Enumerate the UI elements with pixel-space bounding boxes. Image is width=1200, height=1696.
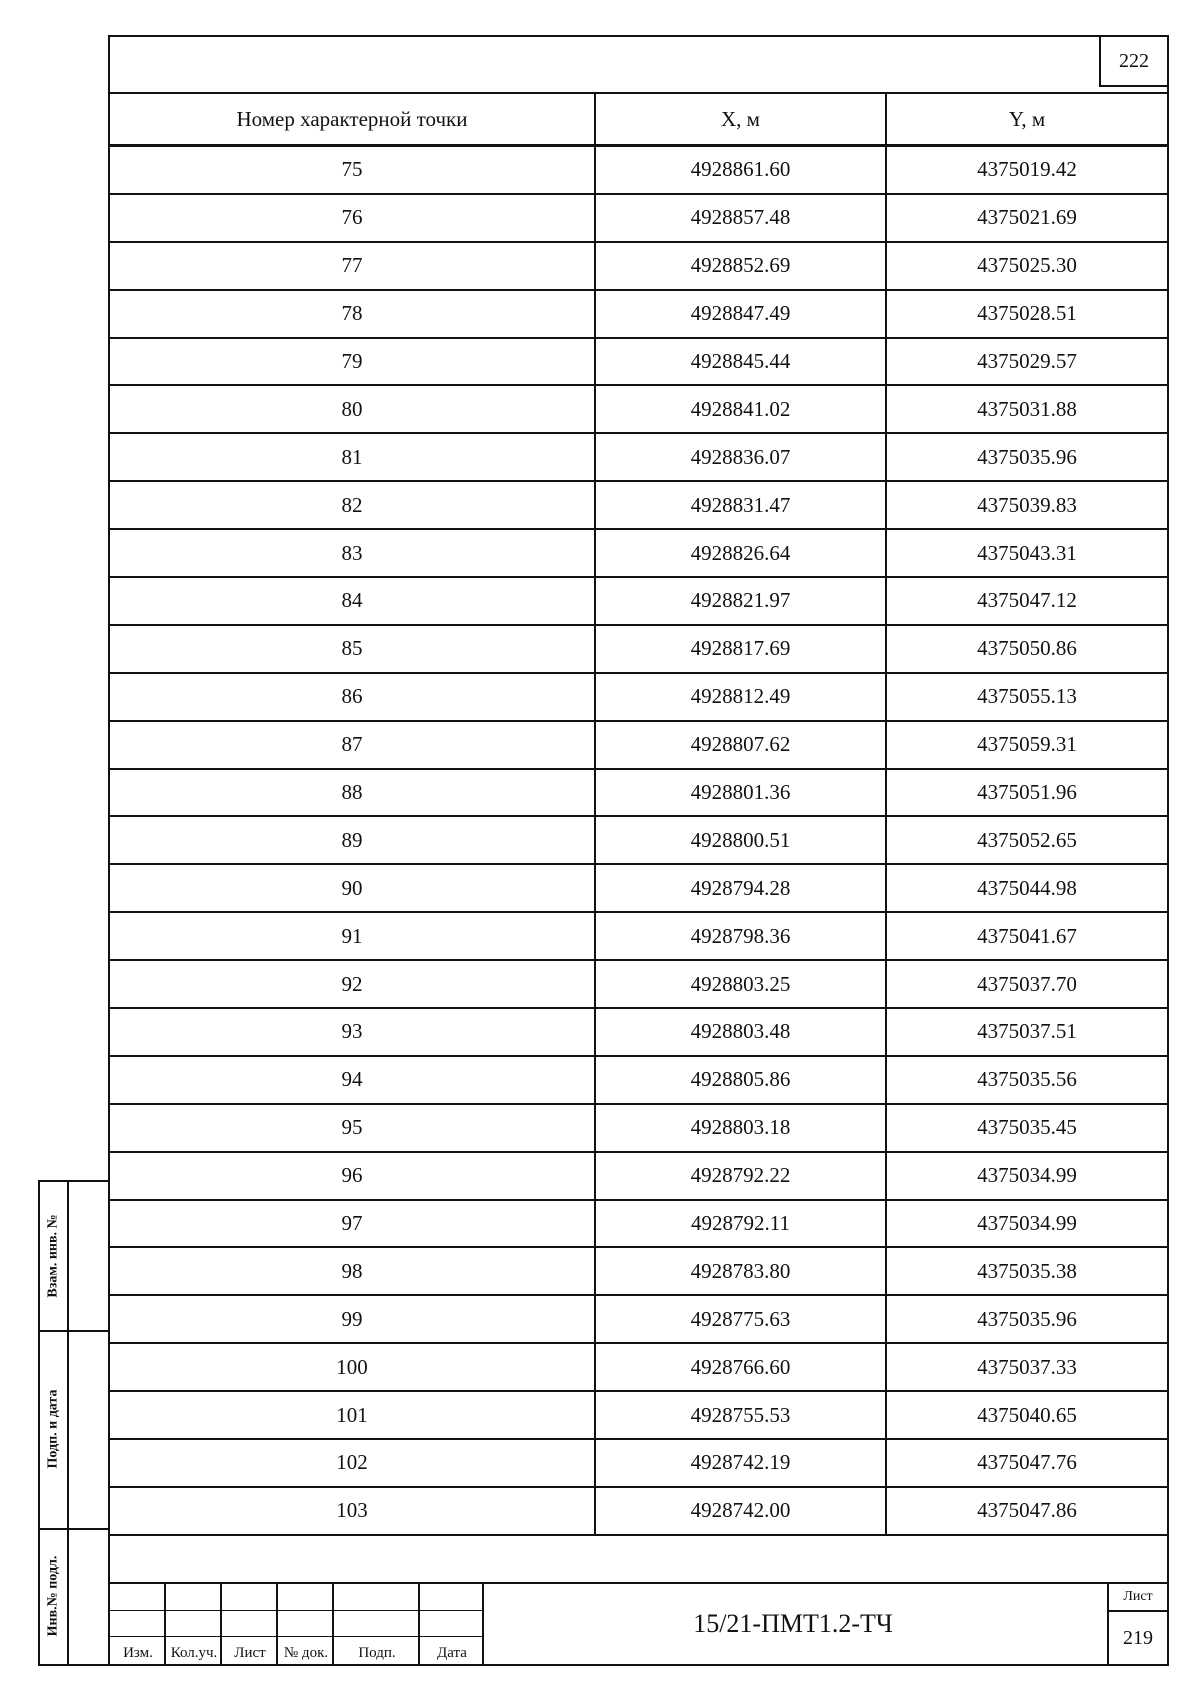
cell-point-number: 91 [110, 912, 595, 960]
cell-x: 4928775.63 [595, 1295, 886, 1343]
cell-y: 4375047.86 [886, 1487, 1167, 1535]
cell-x: 4928821.97 [595, 577, 886, 625]
cell-x: 4928783.80 [595, 1247, 886, 1295]
cell-point-number: 78 [110, 290, 595, 338]
table-row [110, 290, 1167, 338]
cell-x: 4928847.49 [595, 290, 886, 338]
cell-y: 4375037.33 [886, 1343, 1167, 1391]
table-row [110, 529, 1167, 577]
stamp-replacement-inventory: Взам. инв. № [45, 1214, 61, 1298]
table-row [110, 481, 1167, 529]
cell-x: 4928742.00 [595, 1487, 886, 1535]
cell-point-number: 95 [110, 1104, 595, 1152]
cell-x: 4928845.44 [595, 338, 886, 386]
drawing-frame [108, 35, 1169, 1666]
cell-y: 4375019.42 [886, 146, 1167, 194]
cell-y: 4375035.45 [886, 1104, 1167, 1152]
cell-y: 4375035.96 [886, 433, 1167, 481]
cell-x: 4928805.86 [595, 1056, 886, 1104]
cell-y: 4375040.65 [886, 1391, 1167, 1439]
table-row [110, 1391, 1167, 1439]
table-row [110, 338, 1167, 386]
cell-x: 4928800.51 [595, 816, 886, 864]
label-date: Дата [437, 1645, 467, 1661]
cell-point-number: 76 [110, 194, 595, 242]
cell-point-number: 86 [110, 673, 595, 721]
cell-y: 4375051.96 [886, 769, 1167, 817]
cell-x: 4928798.36 [595, 912, 886, 960]
cell-x: 4928836.07 [595, 433, 886, 481]
cell-point-number: 97 [110, 1200, 595, 1248]
title-block [110, 1582, 1167, 1664]
header-x: X, м [595, 93, 886, 146]
cell-point-number: 89 [110, 816, 595, 864]
table-row [110, 960, 1167, 1008]
cell-x: 4928766.60 [595, 1343, 886, 1391]
label-doc-number: № док. [283, 1645, 329, 1661]
cell-y: 4375039.83 [886, 481, 1167, 529]
cell-point-number: 81 [110, 433, 595, 481]
cell-y: 4375035.38 [886, 1247, 1167, 1295]
cell-point-number: 93 [110, 1008, 595, 1056]
cell-x: 4928794.28 [595, 864, 886, 912]
table-row [110, 769, 1167, 817]
label-quantity: Кол.уч. [170, 1645, 218, 1661]
coordinates-table [110, 92, 1167, 1536]
cell-x: 4928803.48 [595, 1008, 886, 1056]
cell-x: 4928817.69 [595, 625, 886, 673]
cell-x: 4928852.69 [595, 242, 886, 290]
sheet-label: Лист [1109, 1584, 1167, 1612]
cell-point-number: 101 [110, 1391, 595, 1439]
cell-point-number: 99 [110, 1295, 595, 1343]
document-code: 15/21-ПМТ1.2-ТЧ [693, 1609, 893, 1638]
cell-x: 4928755.53 [595, 1391, 886, 1439]
cell-y: 4375035.96 [886, 1295, 1167, 1343]
table-row [110, 1008, 1167, 1056]
cell-y: 4375031.88 [886, 385, 1167, 433]
cell-y: 4375059.31 [886, 721, 1167, 769]
cell-y: 4375021.69 [886, 194, 1167, 242]
revision-grid [110, 1584, 484, 1664]
cell-point-number: 79 [110, 338, 595, 386]
cell-point-number: 100 [110, 1343, 595, 1391]
header-y: Y, м [886, 93, 1167, 146]
cell-x: 4928792.11 [595, 1200, 886, 1248]
table-row [110, 146, 1167, 194]
cell-point-number: 92 [110, 960, 595, 1008]
cell-x: 4928861.60 [595, 146, 886, 194]
cell-point-number: 98 [110, 1247, 595, 1295]
table-row [110, 1152, 1167, 1200]
cell-y: 4375028.51 [886, 290, 1167, 338]
table-row [110, 1295, 1167, 1343]
sheet-box [1107, 1584, 1167, 1664]
cell-x: 4928803.18 [595, 1104, 886, 1152]
table-row [110, 1487, 1167, 1535]
cell-y: 4375035.56 [886, 1056, 1167, 1104]
cell-point-number: 102 [110, 1439, 595, 1487]
table-row [110, 721, 1167, 769]
cell-x: 4928801.36 [595, 769, 886, 817]
cell-y: 4375037.51 [886, 1008, 1167, 1056]
cell-point-number: 84 [110, 577, 595, 625]
table-header-row [110, 93, 1167, 146]
cell-x: 4928857.48 [595, 194, 886, 242]
cell-y: 4375043.31 [886, 529, 1167, 577]
cell-point-number: 75 [110, 146, 595, 194]
cell-y: 4375052.65 [886, 816, 1167, 864]
cell-x: 4928807.62 [595, 721, 886, 769]
table-row [110, 1247, 1167, 1295]
cell-point-number: 94 [110, 1056, 595, 1104]
table-row [110, 1439, 1167, 1487]
cell-y: 4375029.57 [886, 338, 1167, 386]
cell-x: 4928742.19 [595, 1439, 886, 1487]
table-row [110, 625, 1167, 673]
cell-y: 4375034.99 [886, 1200, 1167, 1248]
cell-x: 4928841.02 [595, 385, 886, 433]
cell-y: 4375044.98 [886, 864, 1167, 912]
table-row [110, 864, 1167, 912]
cell-y: 4375034.99 [886, 1152, 1167, 1200]
cell-point-number: 103 [110, 1487, 595, 1535]
cell-x: 4928812.49 [595, 673, 886, 721]
cell-point-number: 90 [110, 864, 595, 912]
cell-y: 4375047.76 [886, 1439, 1167, 1487]
label-signature: Подп. [358, 1645, 396, 1661]
table-row [110, 385, 1167, 433]
table-row [110, 433, 1167, 481]
table-row [110, 816, 1167, 864]
table-row [110, 1343, 1167, 1391]
stamp-original-inventory: Инв.№ подл. [45, 1555, 61, 1637]
table-row [110, 242, 1167, 290]
cell-point-number: 87 [110, 721, 595, 769]
sheet-number: 219 [1123, 1626, 1153, 1649]
cell-y: 4375037.70 [886, 960, 1167, 1008]
table-row [110, 577, 1167, 625]
cell-point-number: 83 [110, 529, 595, 577]
table-row [110, 1104, 1167, 1152]
cell-y: 4375055.13 [886, 673, 1167, 721]
cell-x: 4928826.64 [595, 529, 886, 577]
cell-y: 4375041.67 [886, 912, 1167, 960]
cell-x: 4928792.22 [595, 1152, 886, 1200]
label-sheet: Лист [234, 1645, 266, 1661]
stamp-signature-date: Подп. и дата [45, 1389, 61, 1469]
header-point-number: Номер характерной точки [110, 93, 595, 146]
cell-point-number: 80 [110, 385, 595, 433]
table-row [110, 1200, 1167, 1248]
table-row [110, 1056, 1167, 1104]
cell-y: 4375050.86 [886, 625, 1167, 673]
cell-x: 4928803.25 [595, 960, 886, 1008]
cell-point-number: 82 [110, 481, 595, 529]
cell-y: 4375047.12 [886, 577, 1167, 625]
cell-x: 4928831.47 [595, 481, 886, 529]
cell-point-number: 85 [110, 625, 595, 673]
cell-y: 4375025.30 [886, 242, 1167, 290]
table-row [110, 912, 1167, 960]
binding-stamp [38, 1180, 108, 1666]
cell-point-number: 77 [110, 242, 595, 290]
label-change: Изм. [123, 1645, 153, 1661]
table-row [110, 673, 1167, 721]
table-row [110, 194, 1167, 242]
table-body [110, 146, 1167, 1535]
cell-point-number: 96 [110, 1152, 595, 1200]
cell-point-number: 88 [110, 769, 595, 817]
page-number: 222 [1099, 37, 1167, 87]
